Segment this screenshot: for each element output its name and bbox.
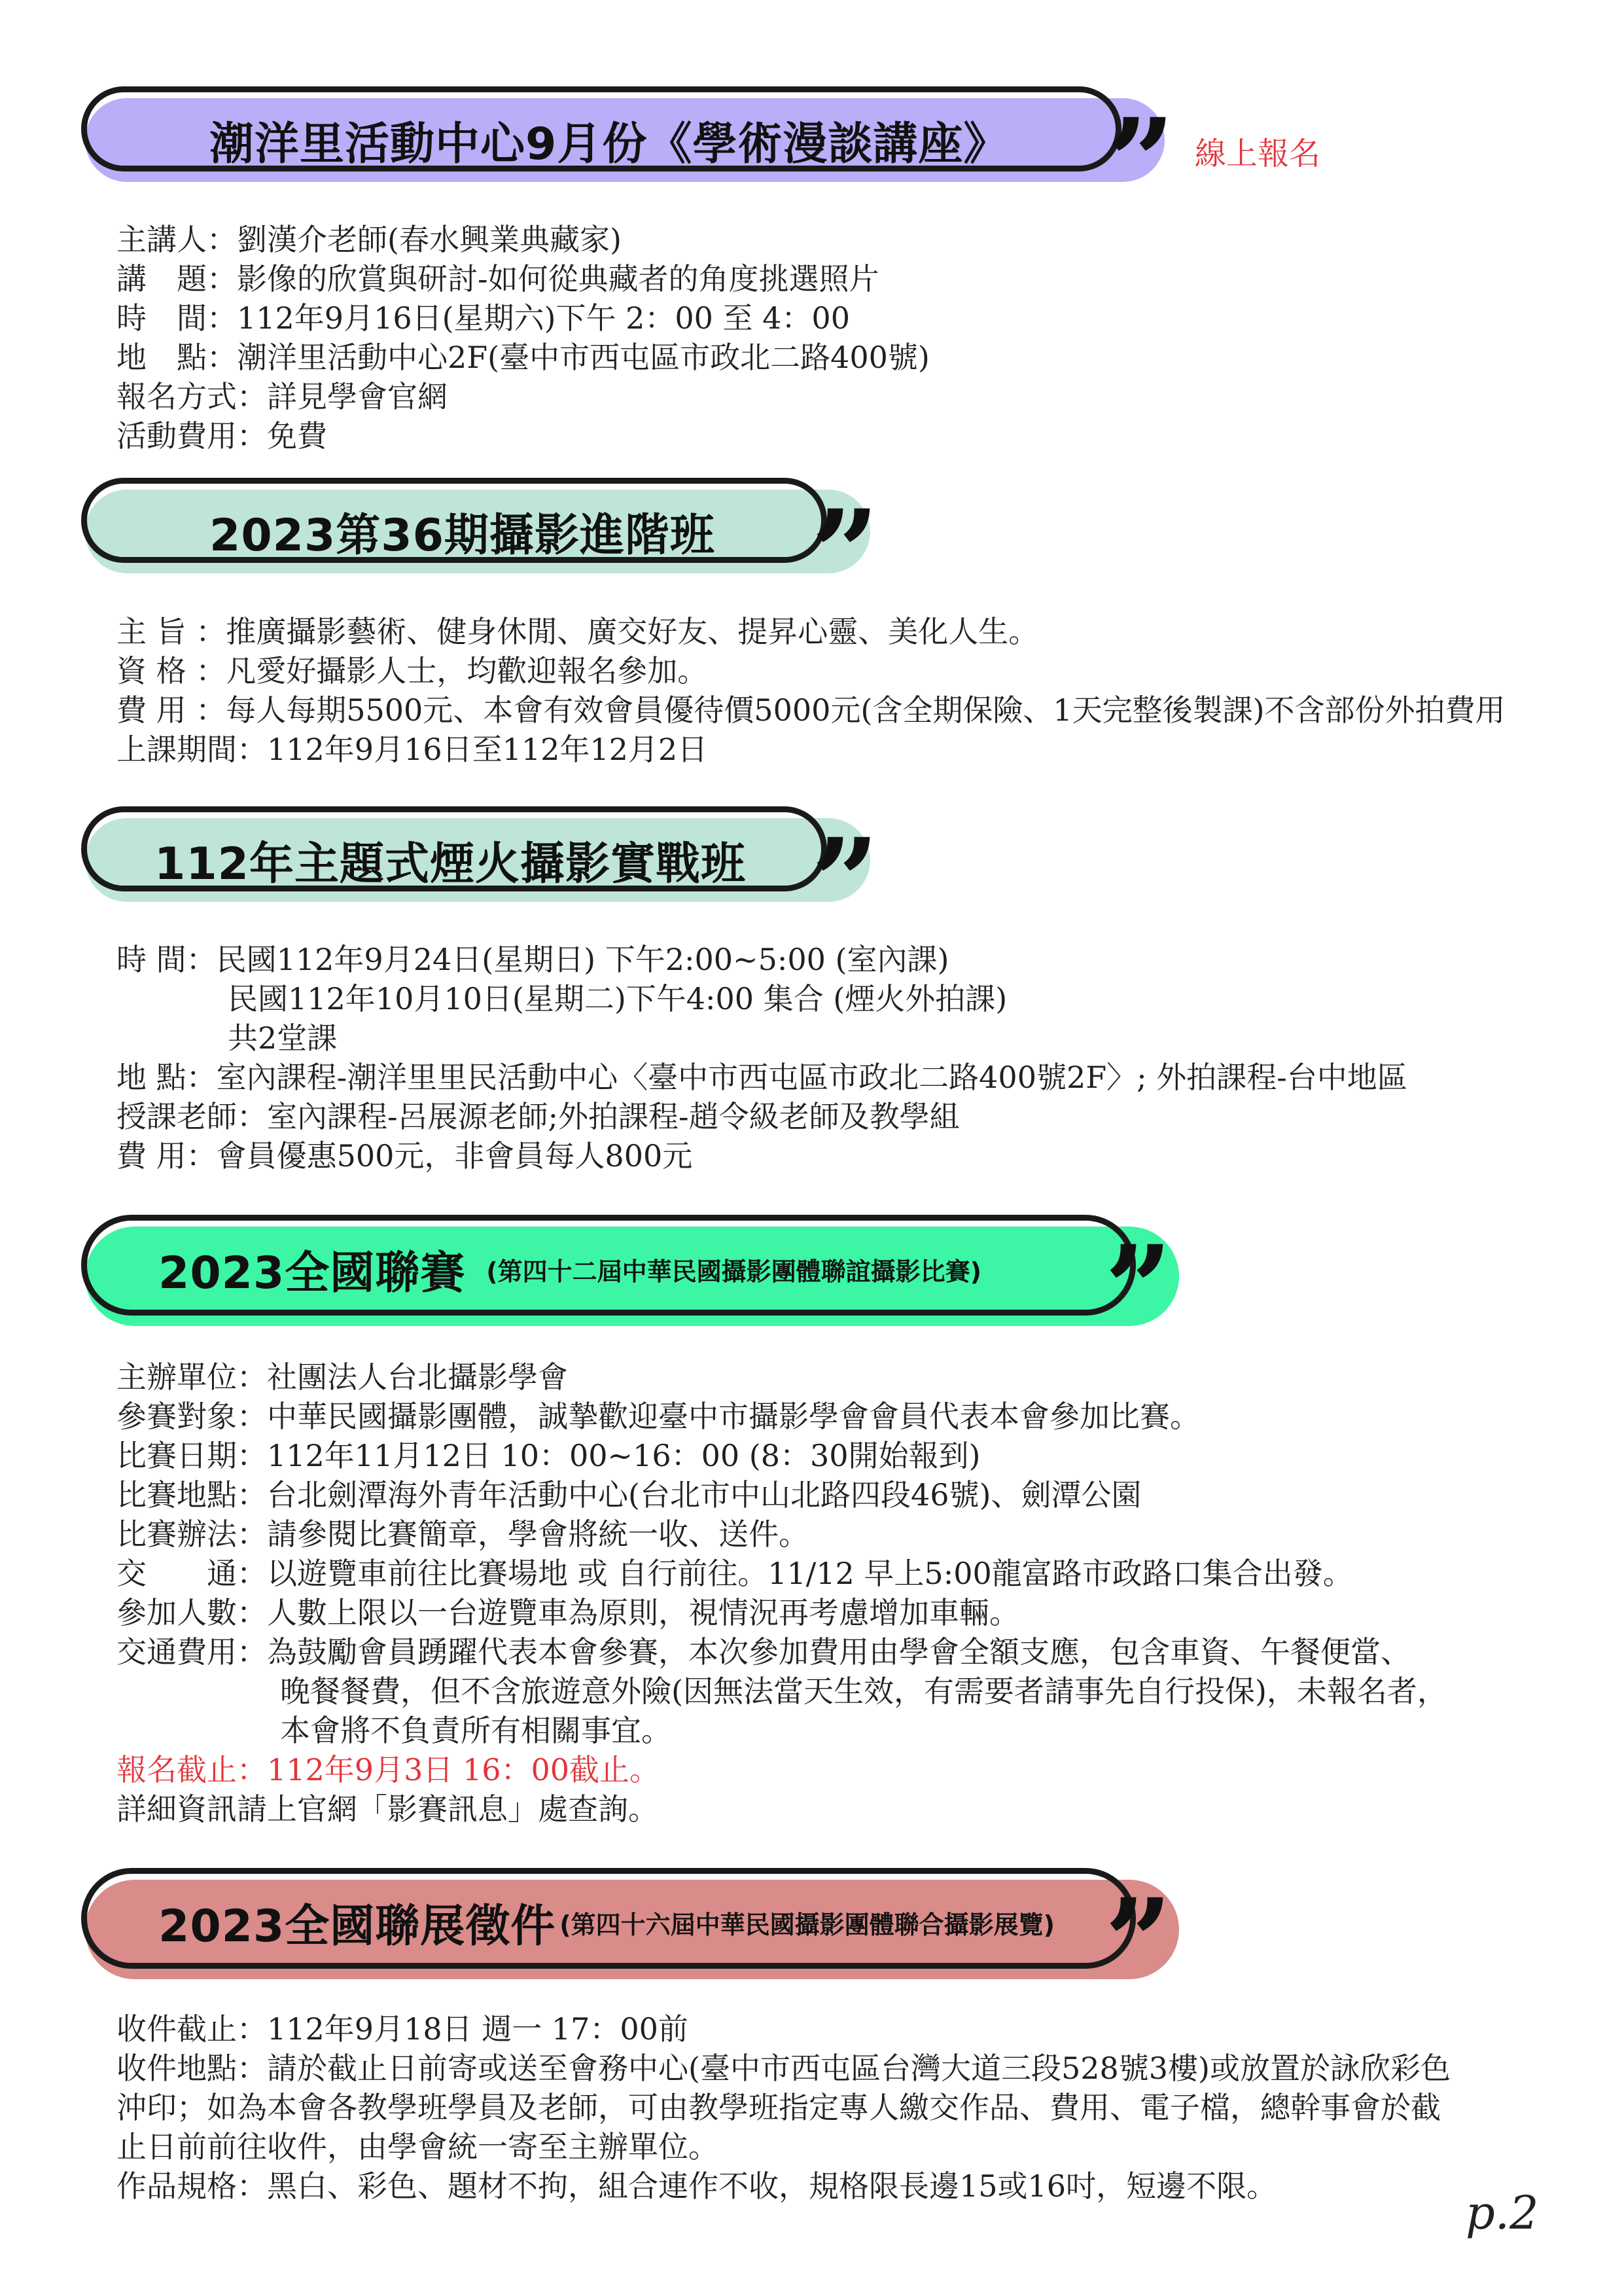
detail-line: 講 題：影像的欣賞與研討-如何從典藏者的角度挑選照片 [116, 261, 879, 296]
detail-line: 交通費用：為鼓勵會員踴躍代表本會參賽，本次參加費用由學會全額支應，包含車資、午餐便當、 [116, 1634, 1411, 1670]
detail-line: 活動費用：免費 [116, 418, 327, 454]
detail-line: 主講人：劉漢介老師(春水興業典藏家) [116, 222, 622, 257]
national-exhibition-details [116, 2009, 1451, 2206]
detail-line: 比賽辦法：請參閱比賽簡章，學會將統一收、送件。 [116, 1516, 809, 1552]
detail-line: 作品規格：黑白、彩色、題材不拘，組合連作不收，規格限長邊15或16吋，短邊不限。 [116, 2168, 1277, 2204]
quote-mark-icon: ” [1107, 93, 1163, 231]
page-number: p.2 [1466, 2186, 1539, 2240]
banner-advanced-class [85, 490, 870, 573]
detail-line: 主辦單位：社團法人台北攝影學會 [116, 1359, 568, 1395]
detail-line: 時 間：112年9月16日(星期六)下午 2：00 至 4：00 [116, 300, 850, 336]
detail-line: 本會將不負責所有相關事宜。 [280, 1713, 671, 1748]
detail-line: 收件截止：112年9月18日 週一 17：00前 [116, 2011, 688, 2047]
quote-mark-icon: ” [811, 484, 868, 622]
detail-line: 上課期間：112年9月16日至112年12月2日 [116, 732, 708, 767]
quote-mark-icon: ” [1104, 1220, 1161, 1358]
banner-fireworks-class [85, 818, 870, 902]
lecture-details [116, 220, 930, 456]
detail-line: 授課老師：室內課程-呂展源老師;外拍課程-趙令級老師及教學組 [116, 1099, 960, 1134]
detail-line: 費 用：會員優惠500元，非會員每人800元 [116, 1138, 693, 1174]
detail-line: 共2堂課 [228, 1020, 338, 1056]
detail-line: 比賽地點：台北劍潭海外青年活動中心(台北市中山北路四段46號)、劍潭公園 [116, 1477, 1142, 1513]
advanced-class-details [116, 612, 1506, 769]
detail-line: 沖印；如為本會各教學班學員及老師，可由教學班指定專人繳交作品、費用、電子檔，總幹事會於截 [116, 2090, 1441, 2125]
detail-line: 交 通：以遊覽車前往比賽場地 或 自行前往。11/12 早上5:00龍富路市政路口集合出發。 [116, 1556, 1353, 1591]
registration-deadline: 報名截止：112年9月3日 16：00截止。 [116, 1752, 660, 1787]
detail-line: 民國112年10月10日(星期二)下午4:00 集合 (煙火外拍課) [228, 981, 1008, 1016]
detail-line: 地 點：室內課程-潮洋里里民活動中心〈臺中市西屯區市政北二路400號2F〉; 外拍課程-台中地區 [116, 1060, 1407, 1095]
lecture-title: 潮洋里活動中心9月份《學術漫談講座》 [209, 118, 1009, 170]
detail-line: 費 用 ：每人每期5500元、本會有效會員優待價5000元(含全期保險、1天完整後製課)不含部份外拍費用 [116, 692, 1506, 728]
detail-line: 主 旨 ：推廣攝影藝術、健身休閒、廣交好友、提昇心靈、美化人生。 [116, 614, 1039, 649]
banner-lecture [85, 98, 1165, 182]
exhibition-title-main: 2023全國聯展徵件 [158, 1900, 556, 1952]
banner-national-contest [85, 1227, 1179, 1326]
detail-line: 詳細資訊請上官網「影賽訊息」處查詢。 [116, 1791, 658, 1827]
detail-line: 參加人數：人數上限以一台遊覽車為原則，視情況再考慮增加車輛。 [116, 1595, 1019, 1630]
quote-mark-icon: ” [811, 813, 868, 951]
fireworks-class-title: 112年主題式煙火攝影實戰班 [154, 838, 746, 890]
detail-line: 參賽對象：中華民國攝影團體，誠摯歡迎臺中市攝影學會會員代表本會參加比賽。 [116, 1399, 1200, 1434]
contest-title-main: 2023全國聯賽 [158, 1247, 466, 1299]
contest-title-sub: (第四十二屆中華民國攝影團體聯誼攝影比賽) [486, 1257, 982, 1286]
national-contest-title [158, 1227, 981, 1312]
online-register-link[interactable]: 線上報名 [1195, 135, 1321, 172]
advanced-class-title: 2023第36期攝影進階班 [209, 509, 715, 562]
detail-line: 資 格 ：凡愛好攝影人士，均歡迎報名參加。 [116, 653, 708, 689]
national-exhibition-title [158, 1880, 1055, 1965]
detail-line: 止日前前往收件，由學會統一寄至主辦單位。 [116, 2129, 718, 2164]
fireworks-class-details [116, 940, 1407, 1175]
quote-mark-icon: ” [1104, 1873, 1161, 2011]
banner-national-exhibition [85, 1880, 1179, 1979]
detail-line: 時 間：民國112年9月24日(星期日) 下午2:00~5:00 (室內課) [116, 942, 949, 977]
detail-line: 比賽日期：112年11月12日 10：00~16：00 (8：30開始報到) [116, 1438, 981, 1473]
detail-line: 地 點：潮洋里活動中心2F(臺中市西屯區市政北二路400號) [116, 340, 930, 375]
detail-line: 晚餐餐費，但不含旅遊意外險(因無法當天生效，有需要者請事先自行投保)，未報名者， [280, 1674, 1447, 1709]
national-contest-details [116, 1357, 1447, 1829]
exhibition-title-sub: (第四十六屆中華民國攝影團體聯合攝影展覽) [559, 1910, 1055, 1939]
detail-line: 收件地點：請於截止日前寄或送至會務中心(臺中市西屯區台灣大道三段528號3樓)或放置於詠欣彩色 [116, 2051, 1451, 2086]
detail-line: 報名方式：詳見學會官網 [116, 379, 448, 414]
